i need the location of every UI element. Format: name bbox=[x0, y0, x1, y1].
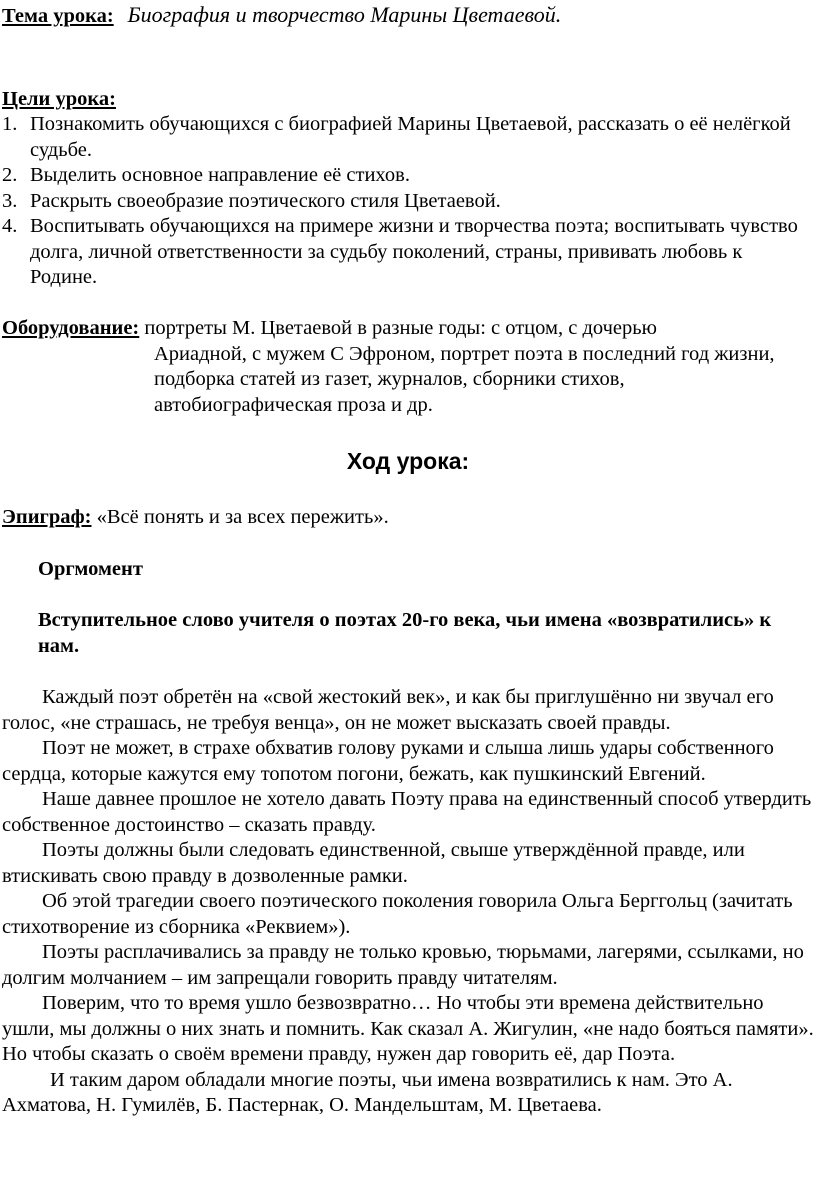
epigraph-label: Эпиграф: bbox=[2, 506, 92, 528]
lesson-progress-heading: Ход урока: bbox=[346, 448, 470, 474]
goal-item bbox=[0, 214, 810, 291]
goal-text: Выделить основное направление её стихов. bbox=[30, 164, 410, 186]
body-paragraph: Поэты должны были следовать единственной, свыше утверждённой правде, или втискивать свою правду в дозволенные рамки. bbox=[2, 839, 745, 887]
equipment-first-text: портреты М. Цветаевой в разные годы: с отцом, с дочерью bbox=[144, 317, 657, 339]
goal-text: Воспитывать обучающихся на примере жизни и творчества поэта; воспитывать чувство долга, личной ответственности за судьбу поколений, страны, прививать любовь к Родине. bbox=[30, 215, 798, 288]
goal-text: Познакомить обучающихся с биографией Марины Цветаевой, рассказать о её нелёгкой судьбе. bbox=[30, 113, 791, 161]
goal-text: Раскрыть своеобразие поэтического стиля Цветаевой. bbox=[30, 189, 501, 212]
body-paragraph: Поэт не может, в страхе обхватив голову руками и слыша лишь удары собственного сердца, которые кажутся ему топотом погони, бежать, как пушкинский Евгений. bbox=[2, 737, 774, 785]
orgmoment-heading: Оргмомент bbox=[38, 558, 143, 580]
equipment-first-line bbox=[2, 316, 802, 342]
epigraph-text: «Всё понять и за всех пережить». bbox=[96, 506, 389, 528]
topic-value: Биография и творчество Марины Цветаевой. bbox=[127, 2, 562, 27]
body-text bbox=[2, 685, 816, 1119]
goal-number: 2. bbox=[2, 164, 18, 186]
equipment-rest-text: Ариадной, с мужем С Эфроном, портрет поэта в последний год жизни, подборка статей из газет, журналов, сборники стихов, автобиографическая проза и др. bbox=[154, 342, 775, 416]
goal-number: 1. bbox=[2, 113, 18, 135]
body-paragraph: Об этой трагедии своего поэтического поколения говорила Ольга Берггольц (зачитать стихотворение из сборника «Реквием»). bbox=[2, 890, 793, 938]
body-paragraph: Поверим, что то время ушло безвозвратно… Но чтобы эти времена действительно ушли, мы должны о них знать и помнить. Как сказал А. Жигулин, «не надо бояться памяти». Но чтобы сказать о своём времени правду, нужен дар говорить её, дар Поэта. bbox=[2, 992, 814, 1065]
goal-number: 3. bbox=[2, 189, 18, 212]
body-paragraph: И таким даром обладали многие поэты, чьи имена возвратились к нам. Это А. Ахматова, Н. Гумилёв, Б. Пастернак, О. Мандельштам, М. Цветаева. bbox=[2, 1068, 733, 1116]
lesson-topic bbox=[2, 2, 561, 30]
body-paragraph: Наше давнее прошлое не хотело давать Поэту права на единственный способ утвердить собственное достоинство – сказать правду. bbox=[2, 788, 812, 836]
epigraph bbox=[2, 505, 389, 531]
body-paragraph: Каждый поэт обретён на «свой жестокий век», и как бы приглушённо ни звучал его голос, «не страшась, не требуя венца», он не может высказать своей правды. bbox=[2, 686, 774, 734]
goals-list bbox=[0, 112, 810, 291]
topic-label: Тема урока: bbox=[2, 5, 114, 27]
goal-item bbox=[0, 112, 810, 163]
equipment-label: Оборудование: bbox=[2, 317, 140, 339]
goal-item bbox=[0, 163, 810, 189]
body-paragraph: Поэты расплачивались за правду не только кровью, тюрьмами, лагерями, ссылками, но долгим молчанием – им запрещали говорить правду читателям. bbox=[2, 941, 804, 989]
goals-heading: Цели урока: bbox=[2, 88, 116, 110]
goal-number: 4. bbox=[2, 215, 18, 237]
goal-item bbox=[0, 189, 810, 215]
intro-heading: Вступительное слово учителя о поэтах 20-го века, чьи имена «возвратились» к нам. bbox=[38, 609, 772, 657]
equipment-section bbox=[2, 316, 802, 418]
